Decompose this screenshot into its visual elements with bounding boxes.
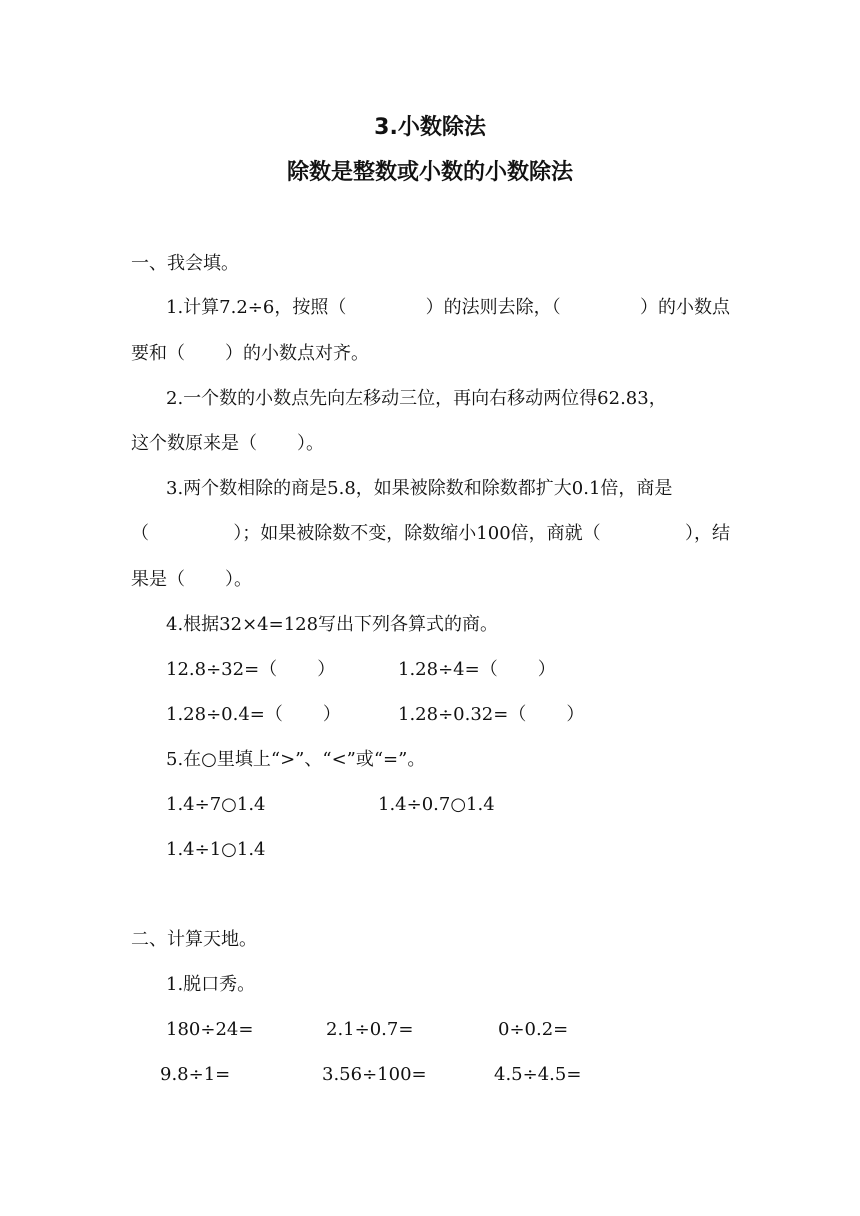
q4-prompt: 4.根据32×4=128写出下列各算式的商。 bbox=[166, 614, 499, 635]
q3-part1: （ bbox=[131, 523, 149, 544]
q4-item: 1.28÷0.32=（ ） bbox=[398, 704, 585, 725]
q5-prompt: 5.在○里填上“>”、“<”或“=”。 bbox=[166, 749, 426, 770]
q1-part3: ）的小数点 bbox=[640, 297, 730, 318]
q3-line3: 果是（ ）。 bbox=[131, 569, 253, 590]
q4-item: 1.28÷0.4=（ ） bbox=[166, 704, 341, 725]
q3-part2: ）；如果被除数不变，除数缩小100倍，商就（ bbox=[233, 523, 601, 544]
calc-item: 3.56÷100= bbox=[322, 1064, 427, 1085]
q5-item: 1.4÷0.7○1.4 bbox=[378, 794, 495, 815]
q5-item: 1.4÷7○1.4 bbox=[166, 794, 266, 815]
q1-line2: 要和（ ）的小数点对齐。 bbox=[131, 343, 370, 364]
page-subtitle: 除数是整数或小数的小数除法 bbox=[286, 160, 573, 185]
calc-item: 2.1÷0.7= bbox=[326, 1019, 414, 1040]
calc-item: 9.8÷1= bbox=[160, 1064, 231, 1085]
q3-line1: 3.两个数相除的商是5.8，如果被除数和除数都扩大0.1倍，商是 bbox=[166, 478, 673, 499]
q5-item: 1.4÷1○1.4 bbox=[166, 839, 266, 860]
section2-sub1: 1.脱口秀。 bbox=[166, 974, 256, 995]
q3-part3: ），结 bbox=[684, 523, 730, 544]
calc-item: 4.5÷4.5= bbox=[494, 1064, 582, 1085]
q2-line2: 这个数原来是（ ）。 bbox=[131, 433, 325, 454]
section2-heading: 二、计算天地。 bbox=[131, 929, 257, 950]
section1-heading: 一、我会填。 bbox=[131, 253, 239, 274]
q4-item: 1.28÷4=（ ） bbox=[398, 659, 556, 680]
q1-part1: 1.计算7.2÷6，按照（ bbox=[166, 297, 347, 318]
calc-item: 0÷0.2= bbox=[498, 1019, 569, 1040]
q2-line1: 2.一个数的小数点先向左移动三位，再向右移动两位得62.83， bbox=[166, 388, 667, 409]
q4-item: 12.8÷32=（ ） bbox=[166, 659, 336, 680]
calc-item: 180÷24= bbox=[166, 1019, 254, 1040]
q1-part2: ）的法则去除，（ bbox=[425, 297, 561, 318]
q3-line2 bbox=[131, 522, 730, 546]
page-title: 3.小数除法 bbox=[374, 115, 486, 140]
q1-line1 bbox=[166, 296, 730, 320]
